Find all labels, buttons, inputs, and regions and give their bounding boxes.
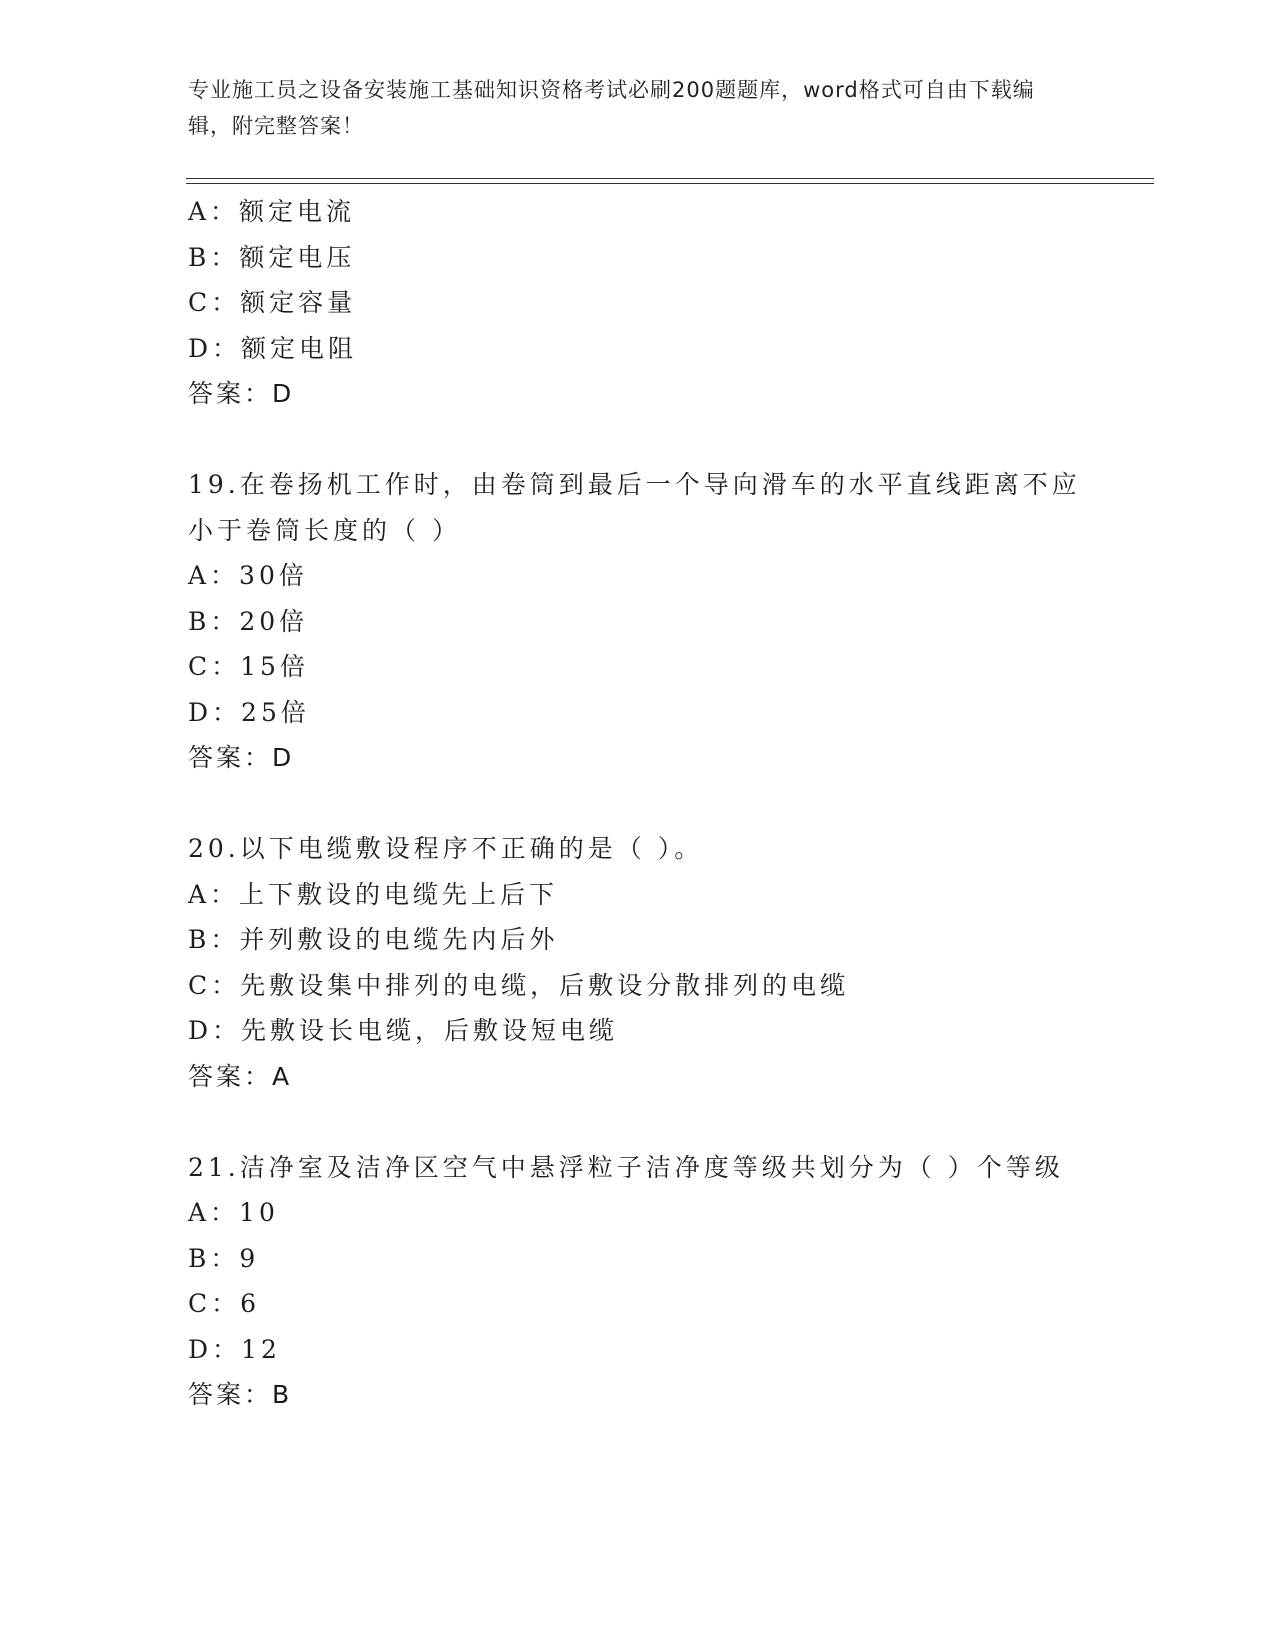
- option-c: C：15倍: [188, 652, 309, 681]
- option-b: B：并列敷设的电缆先内后外: [188, 925, 559, 954]
- question-20: [188, 826, 1148, 1099]
- question-stem: 20.以下电缆敷设程序不正确的是（ ）。: [188, 834, 704, 863]
- spacer: [188, 1099, 1148, 1145]
- document-header: 专业施工员之设备安装施工基础知识资格考试必刷200题题库，word格式可自由下载编辑，附完整答案！: [188, 78, 1035, 138]
- spacer: [188, 781, 1148, 827]
- question-18-continued: [188, 189, 1148, 417]
- question-21: [188, 1145, 1148, 1418]
- option-b: B：20倍: [188, 606, 309, 636]
- header-divider-top: [186, 178, 1154, 179]
- answer-line: 答案：D: [188, 743, 295, 772]
- option-c: C：先敷设集中排列的电缆，后敷设分散排列的电缆: [188, 970, 850, 1000]
- question-list: [188, 189, 1148, 1418]
- answer-line: 答案：A: [188, 1061, 293, 1091]
- option-a: A：30倍: [188, 561, 308, 590]
- option-c: C：6: [188, 1289, 261, 1318]
- question-19: [188, 462, 1148, 781]
- header-divider-bottom: [186, 183, 1154, 184]
- question-stem: 21.洁净室及洁净区空气中悬浮粒子洁净度等级共划分为（ ）个等级: [188, 1152, 1064, 1182]
- answer-line: 答案：D: [188, 379, 295, 408]
- option-d: D：25倍: [188, 697, 310, 727]
- answer-line: 答案：B: [188, 1380, 293, 1409]
- option-b: B：额定电压: [188, 242, 356, 272]
- question-stem: 19.在卷扬机工作时，由卷筒到最后一个导向滑车的水平直线距离不应小于卷筒长度的（ ）: [188, 470, 1081, 545]
- option-d: D：先敷设长电缆，后敷设短电缆: [188, 1016, 619, 1045]
- spacer: [188, 417, 1148, 463]
- option-c: C：额定容量: [188, 288, 357, 317]
- option-d: D：12: [188, 1334, 281, 1364]
- option-b: B：9: [188, 1243, 260, 1273]
- option-a: A：上下敷设的电缆先上后下: [188, 879, 559, 909]
- option-a: A：额定电流: [188, 197, 356, 226]
- option-d: D：额定电阻: [188, 333, 358, 363]
- option-a: A：10: [188, 1198, 279, 1227]
